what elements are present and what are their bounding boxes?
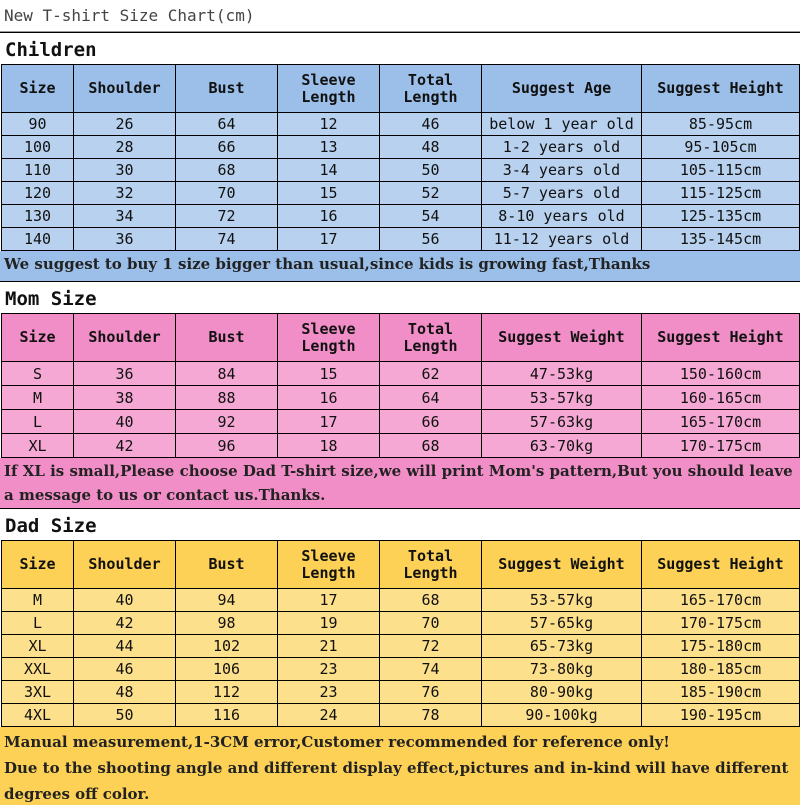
table-cell: 42 (74, 434, 176, 458)
table-row (2, 410, 800, 434)
table-cell: 170-175cm (642, 434, 800, 458)
table-cell: 72 (380, 635, 482, 658)
table-cell: 17 (278, 410, 380, 434)
table-cell: 85-95cm (642, 113, 800, 136)
dad-note-line2: Due to the shooting angle and different display effect,pictures and in-kind will have different degrees off color. (4, 759, 789, 803)
column-header: Total Length (380, 314, 482, 362)
table-header-row (2, 65, 800, 113)
table-cell: 17 (278, 589, 380, 612)
table-cell: 73-80kg (482, 658, 642, 681)
table-cell: 40 (74, 589, 176, 612)
table-cell: 48 (74, 681, 176, 704)
table-row (2, 589, 800, 612)
table-cell: 30 (74, 159, 176, 182)
table-cell: XL (2, 434, 74, 458)
table-cell: 170-175cm (642, 612, 800, 635)
table-cell: 56 (380, 228, 482, 251)
table-cell: 92 (176, 410, 278, 434)
column-header: Suggest Weight (482, 314, 642, 362)
table-cell: 125-135cm (642, 205, 800, 228)
table-cell: 130 (2, 205, 74, 228)
table-cell: 63-70kg (482, 434, 642, 458)
table-cell: 3XL (2, 681, 74, 704)
column-header: Total Length (380, 65, 482, 113)
table-cell: 165-170cm (642, 410, 800, 434)
dad-note (0, 727, 800, 805)
table-cell: 13 (278, 136, 380, 159)
table-cell: 100 (2, 136, 74, 159)
table-cell: 26 (74, 113, 176, 136)
table-cell: 175-180cm (642, 635, 800, 658)
table-row (2, 159, 800, 182)
table-cell: 50 (74, 704, 176, 727)
table-cell: 66 (380, 410, 482, 434)
table-cell: 34 (74, 205, 176, 228)
table-cell: 165-170cm (642, 589, 800, 612)
table-cell: 98 (176, 612, 278, 635)
table-row (2, 386, 800, 410)
table-cell: 84 (176, 362, 278, 386)
column-header: Shoulder (74, 314, 176, 362)
table-cell: 1-2 years old (482, 136, 642, 159)
column-header: Bust (176, 541, 278, 589)
table-row (2, 113, 800, 136)
table-row (2, 362, 800, 386)
table-cell: 62 (380, 362, 482, 386)
table-cell: below 1 year old (482, 113, 642, 136)
column-header: Suggest Weight (482, 541, 642, 589)
table-cell: 70 (176, 182, 278, 205)
table-cell: 80-90kg (482, 681, 642, 704)
table-cell: 54 (380, 205, 482, 228)
children-note: We suggest to buy 1 size bigger than usual,since kids is growing fast,Thanks (0, 251, 800, 281)
table-row (2, 136, 800, 159)
table-cell: 48 (380, 136, 482, 159)
table-cell: 46 (380, 113, 482, 136)
table-cell: XL (2, 635, 74, 658)
table-cell: 70 (380, 612, 482, 635)
table-cell: 95-105cm (642, 136, 800, 159)
column-header: Suggest Height (642, 314, 800, 362)
table-cell: 17 (278, 228, 380, 251)
table-cell: 72 (176, 205, 278, 228)
table-cell: 5-7 years old (482, 182, 642, 205)
children-section-title: Children (0, 32, 800, 64)
chart-title: New T-shirt Size Chart(cm) (0, 0, 800, 32)
mom-size-table (1, 313, 800, 458)
table-cell: 15 (278, 182, 380, 205)
dad-note-line1: Manual measurement,1-3CM error,Customer recommended for reference only! (4, 733, 670, 751)
table-cell: 12 (278, 113, 380, 136)
table-cell: 52 (380, 182, 482, 205)
column-header: Size (2, 314, 74, 362)
table-cell: 11-12 years old (482, 228, 642, 251)
table-cell: 57-65kg (482, 612, 642, 635)
table-cell: 3-4 years old (482, 159, 642, 182)
table-cell: 68 (176, 159, 278, 182)
table-cell: M (2, 589, 74, 612)
table-cell: 36 (74, 228, 176, 251)
table-cell: 36 (74, 362, 176, 386)
table-cell: 23 (278, 681, 380, 704)
table-cell: 46 (74, 658, 176, 681)
column-header: Suggest Age (482, 65, 642, 113)
column-header: Total Length (380, 541, 482, 589)
table-cell: 76 (380, 681, 482, 704)
table-cell: 64 (380, 386, 482, 410)
table-cell: 106 (176, 658, 278, 681)
table-cell: M (2, 386, 74, 410)
table-cell: 102 (176, 635, 278, 658)
table-row (2, 681, 800, 704)
column-header: Shoulder (74, 541, 176, 589)
table-cell: 53-57kg (482, 386, 642, 410)
dad-size-table (1, 540, 800, 727)
table-row (2, 612, 800, 635)
table-cell: 160-165cm (642, 386, 800, 410)
table-row (2, 635, 800, 658)
column-header: Shoulder (74, 65, 176, 113)
table-cell: 65-73kg (482, 635, 642, 658)
table-row (2, 658, 800, 681)
table-cell: 28 (74, 136, 176, 159)
table-cell: 24 (278, 704, 380, 727)
table-cell: 88 (176, 386, 278, 410)
table-cell: 96 (176, 434, 278, 458)
table-cell: 16 (278, 205, 380, 228)
table-header-row (2, 314, 800, 362)
table-row (2, 228, 800, 251)
table-cell: 90 (2, 113, 74, 136)
table-cell: 4XL (2, 704, 74, 727)
column-header: Size (2, 541, 74, 589)
table-cell: L (2, 410, 74, 434)
table-cell: 50 (380, 159, 482, 182)
dad-section-title: Dad Size (0, 508, 800, 540)
table-cell: 112 (176, 681, 278, 704)
table-row (2, 704, 800, 727)
table-cell: 16 (278, 386, 380, 410)
table-cell: 8-10 years old (482, 205, 642, 228)
table-cell: 68 (380, 589, 482, 612)
table-cell: 44 (74, 635, 176, 658)
table-cell: 110 (2, 159, 74, 182)
table-cell: XXL (2, 658, 74, 681)
table-header-row (2, 541, 800, 589)
table-cell: 15 (278, 362, 380, 386)
table-cell: L (2, 612, 74, 635)
table-cell: 94 (176, 589, 278, 612)
table-cell: 21 (278, 635, 380, 658)
table-row (2, 205, 800, 228)
column-header: Suggest Height (642, 65, 800, 113)
table-cell: 53-57kg (482, 589, 642, 612)
column-header: Bust (176, 314, 278, 362)
table-cell: 64 (176, 113, 278, 136)
table-cell: 78 (380, 704, 482, 727)
table-cell: 185-190cm (642, 681, 800, 704)
children-size-table (1, 64, 800, 251)
table-cell: 135-145cm (642, 228, 800, 251)
table-cell: 115-125cm (642, 182, 800, 205)
table-cell: 32 (74, 182, 176, 205)
table-cell: 42 (74, 612, 176, 635)
table-cell: S (2, 362, 74, 386)
table-cell: 19 (278, 612, 380, 635)
column-header: Sleeve Length (278, 541, 380, 589)
column-header: Sleeve Length (278, 65, 380, 113)
table-cell: 57-63kg (482, 410, 642, 434)
table-cell: 23 (278, 658, 380, 681)
column-header: Suggest Height (642, 541, 800, 589)
table-row (2, 434, 800, 458)
table-cell: 14 (278, 159, 380, 182)
table-cell: 190-195cm (642, 704, 800, 727)
table-cell: 180-185cm (642, 658, 800, 681)
table-cell: 116 (176, 704, 278, 727)
mom-section-title: Mom Size (0, 281, 800, 313)
table-cell: 40 (74, 410, 176, 434)
column-header: Bust (176, 65, 278, 113)
table-cell: 74 (176, 228, 278, 251)
table-cell: 105-115cm (642, 159, 800, 182)
table-cell: 140 (2, 228, 74, 251)
table-cell: 90-100kg (482, 704, 642, 727)
table-row (2, 182, 800, 205)
table-cell: 66 (176, 136, 278, 159)
table-cell: 47-53kg (482, 362, 642, 386)
table-cell: 68 (380, 434, 482, 458)
table-cell: 120 (2, 182, 74, 205)
column-header: Sleeve Length (278, 314, 380, 362)
table-cell: 38 (74, 386, 176, 410)
column-header: Size (2, 65, 74, 113)
table-cell: 150-160cm (642, 362, 800, 386)
mom-note: If XL is small,Please choose Dad T-shirt size,we will print Mom's pattern,But you should leave a message to us or contact us.Thanks. (0, 458, 800, 508)
table-cell: 74 (380, 658, 482, 681)
table-cell: 18 (278, 434, 380, 458)
